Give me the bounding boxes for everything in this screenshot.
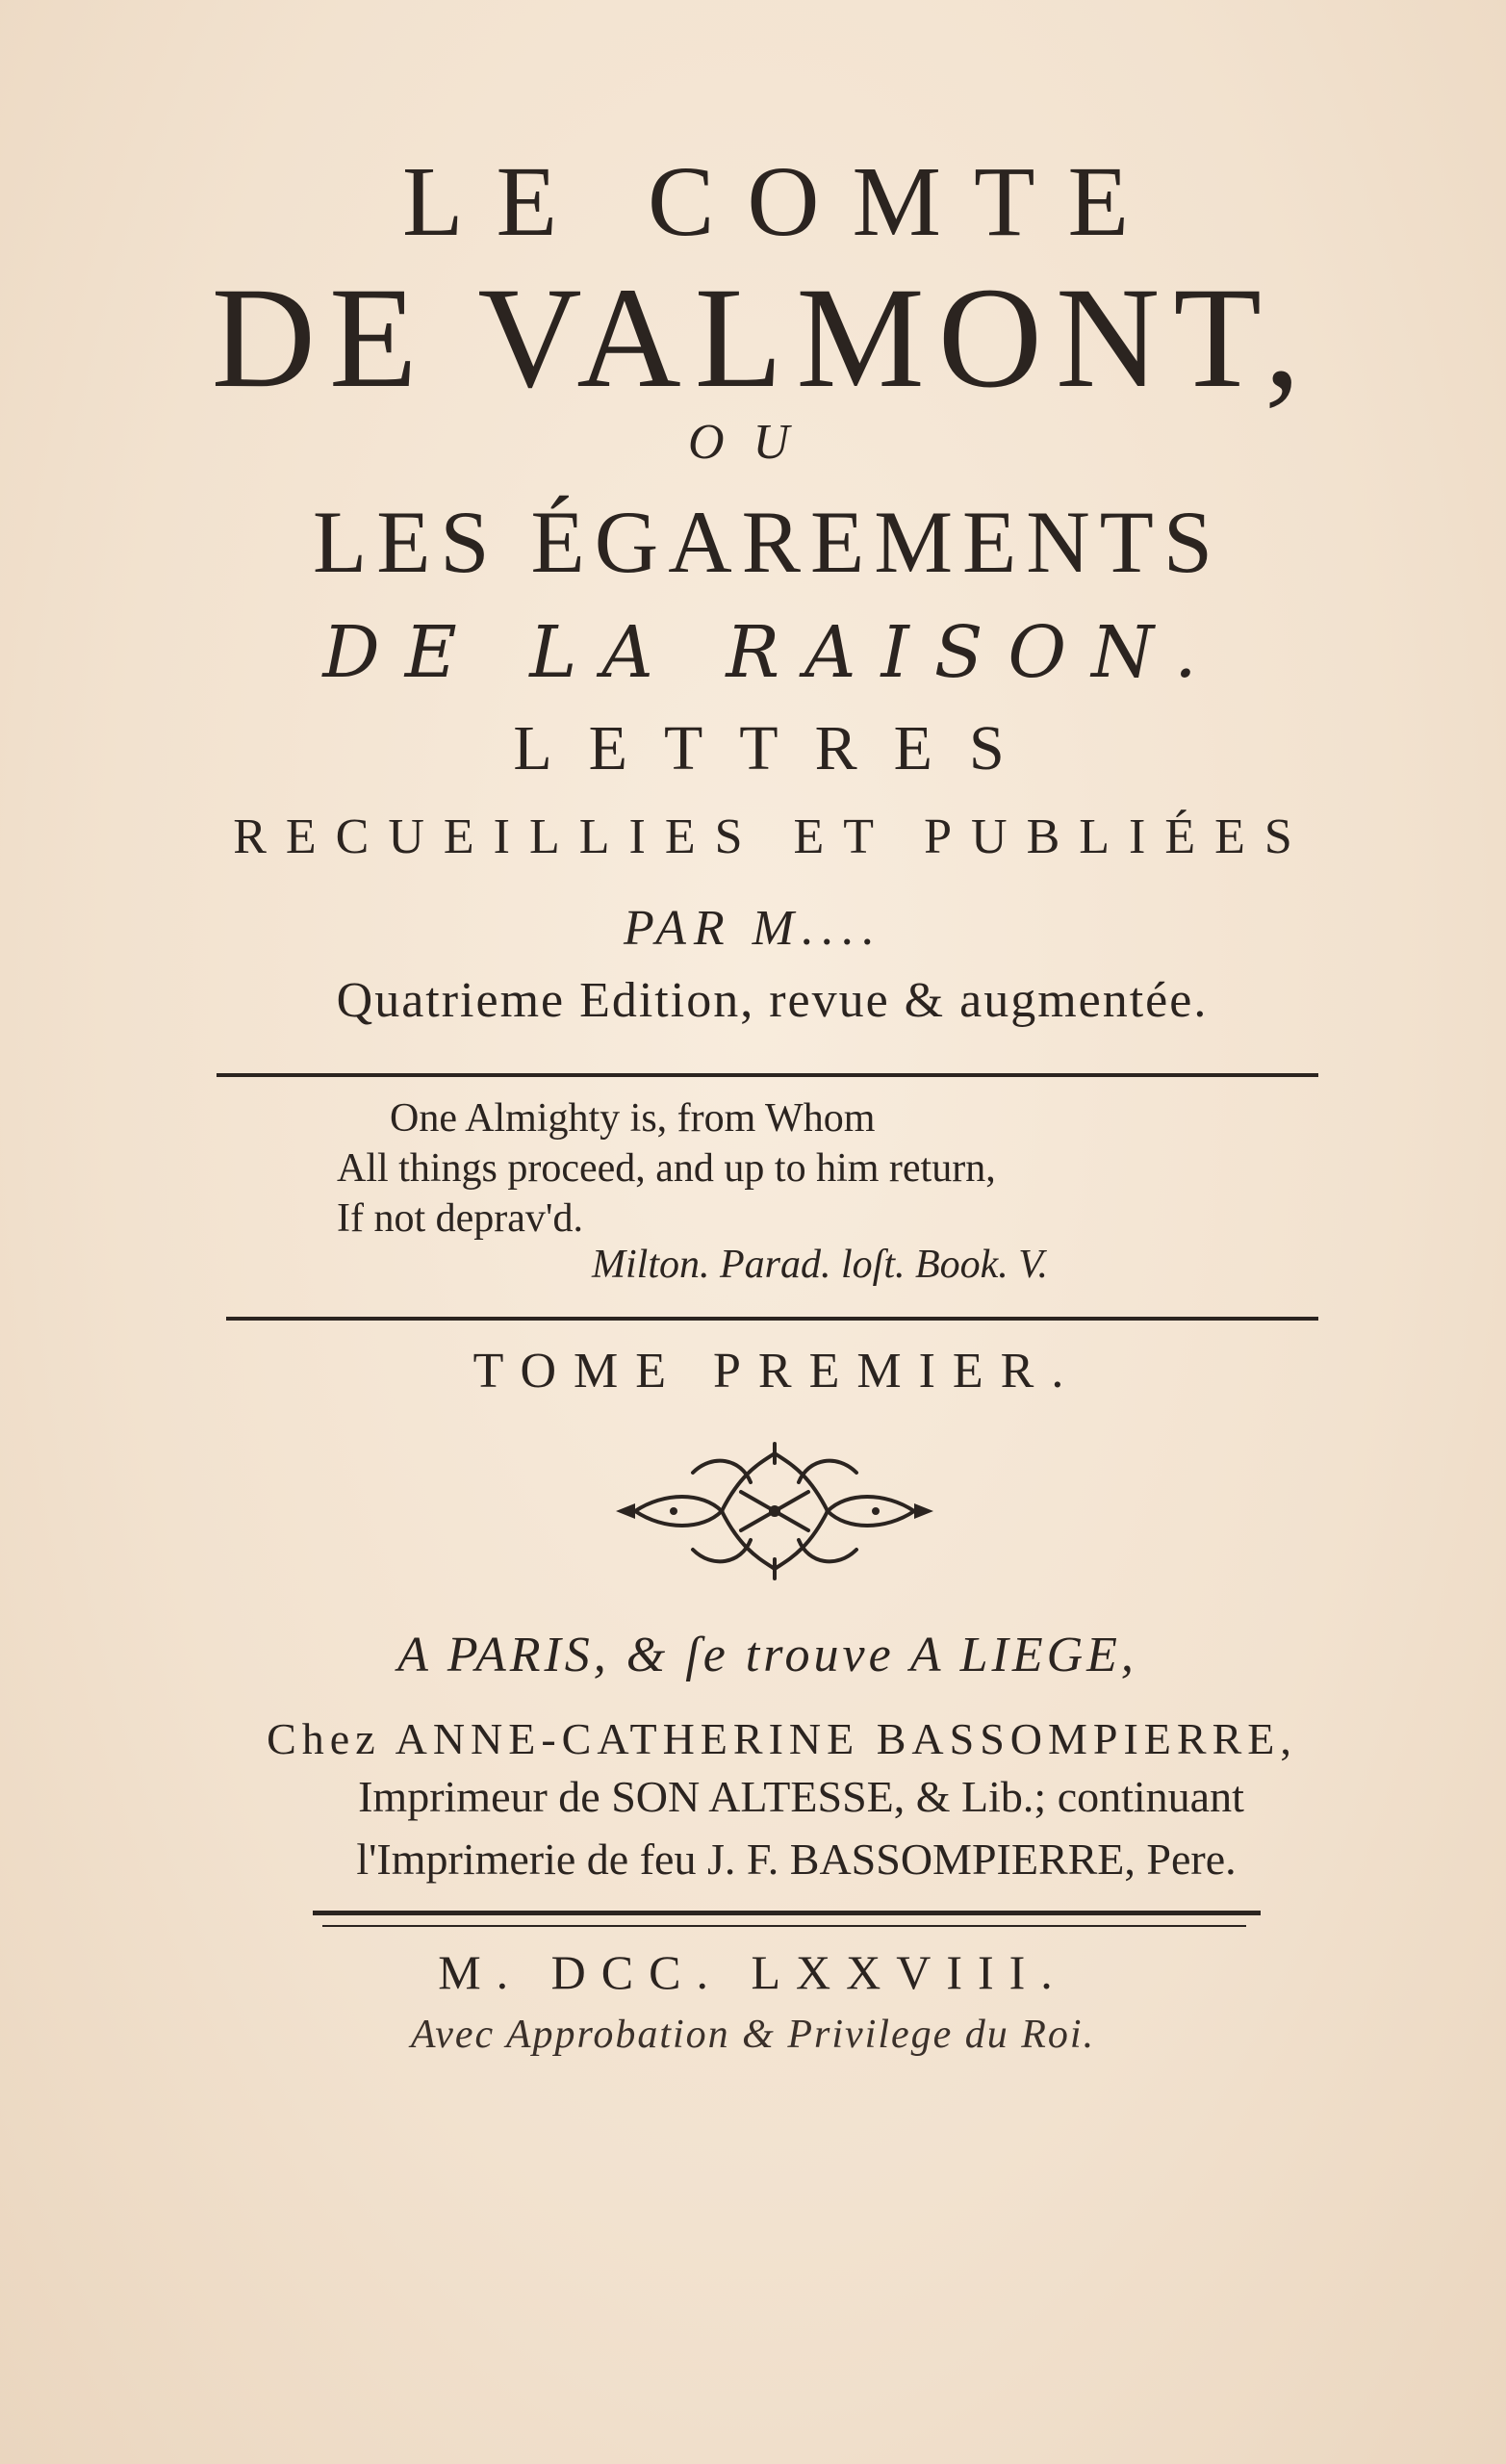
publication-date: M. DCC. LXXVIII. [438, 1945, 1068, 1999]
imprint-place: A PARIS, & ſe trouve A LIEGE, [397, 1628, 1137, 1682]
imprint-printer: Chez ANNE-CATHERINE BASSOMPIERRE, [267, 1714, 1297, 1763]
title-line-recueillies: RECUEILLIES ET PUBLIÉES [233, 809, 1312, 864]
title-line-lettres: LETTRES [513, 713, 1041, 783]
title-line-le-comte: LE COMTE [401, 146, 1162, 257]
floral-fleuron-icon [606, 1434, 943, 1588]
epigraph-line-1: One Almighty is, from Whom [390, 1096, 876, 1141]
volume-heading: TOME PREMIER. [472, 1344, 1082, 1399]
rule-divider-middle [226, 1317, 1318, 1321]
title-line-les-egarements: LES ÉGAREMENTS [313, 493, 1222, 591]
title-line-ou: OU [687, 415, 819, 470]
epigraph-attribution: Milton. Parad. loſt. Book. V. [592, 1243, 1049, 1287]
imprint-successor: l'Imprimerie de feu J. F. BASSOMPIERRE, Pere. [356, 1835, 1237, 1884]
title-line-par: PAR M.... [624, 901, 882, 956]
rule-divider-top [217, 1073, 1318, 1077]
title-line-de-valmont: DE VALMONT, [211, 258, 1315, 418]
rule-divider-bottom-thick [313, 1911, 1261, 1915]
epigraph-line-2: All things proceed, and up to him return, [337, 1146, 996, 1191]
edition-line: Quatrieme Edition, revue & augmentée. [336, 973, 1209, 1028]
approbation-line: Avec Approbation & Privilege du Roi. [410, 2013, 1096, 2057]
epigraph-line-3: If not deprav'd. [337, 1196, 583, 1241]
imprint-printer-title: Imprimeur de SON ALTESSE, & Lib.; continuant [358, 1772, 1244, 1821]
rule-divider-bottom-thin [322, 1925, 1246, 1927]
title-line-de-la-raison: DE LA RAISON. [322, 611, 1222, 694]
